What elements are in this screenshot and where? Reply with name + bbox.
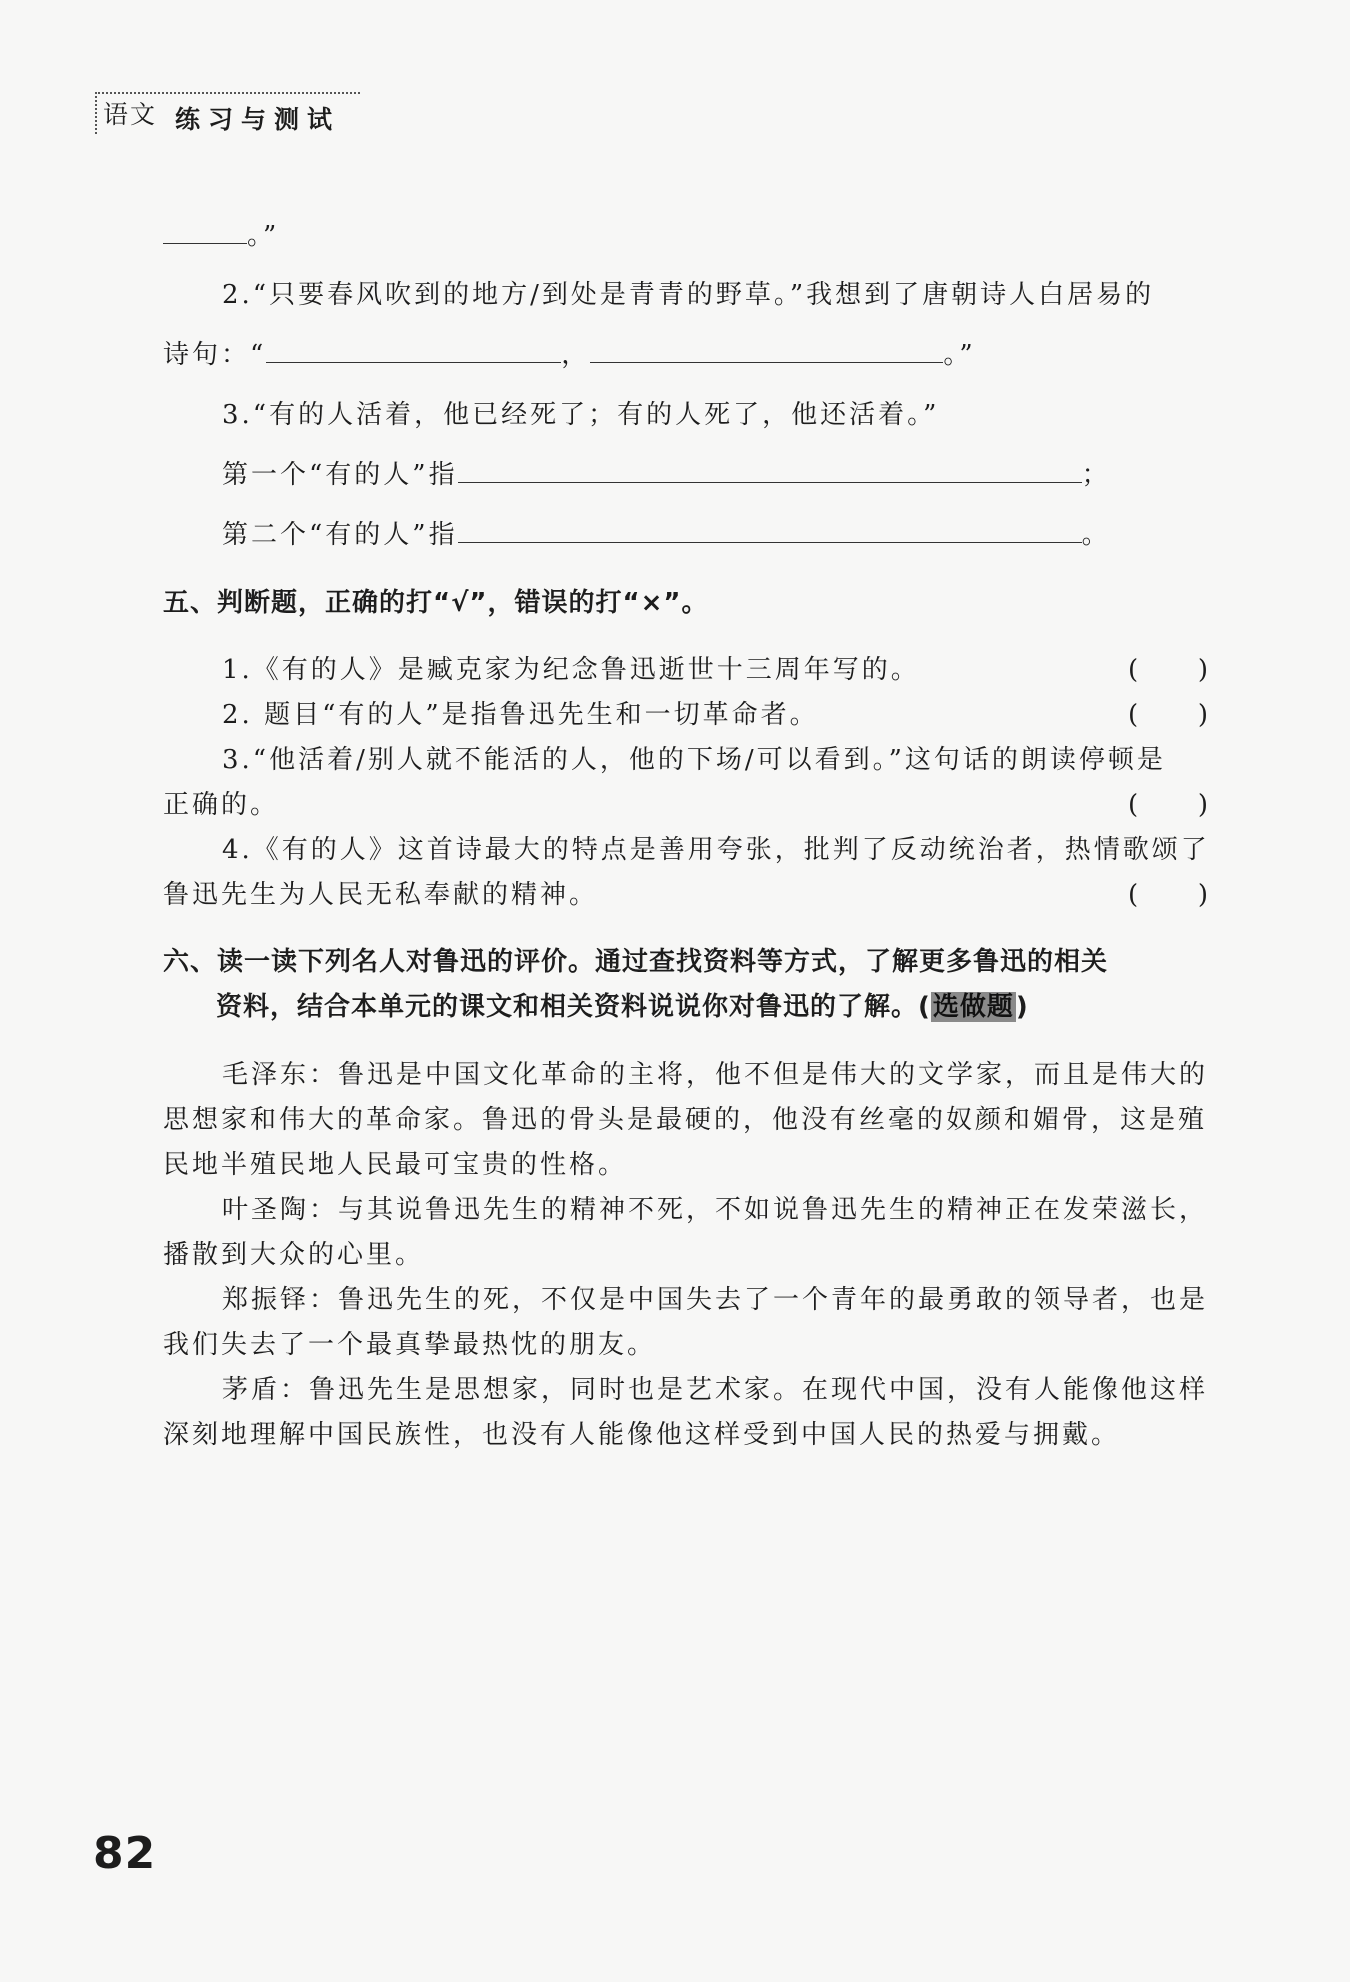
q3-second-end: 。 (1081, 520, 1111, 550)
answer-blank (163, 219, 247, 244)
judge-item-2: 2. 题目“有的人”是指鲁迅先生和一切革命者。 (222, 700, 819, 730)
q3-second-label: 第二个“有的人”指 (222, 520, 458, 550)
q2-blank-2 (590, 338, 943, 363)
q3-first-end: ； (1081, 460, 1111, 490)
header-dotted-border (95, 92, 360, 94)
header-subject: 语文 (95, 96, 157, 134)
answer-parens-3: ( ) (1128, 790, 1208, 820)
q2-prefix: 诗句：“ (163, 340, 267, 370)
answer-parens-2: ( ) (1128, 700, 1208, 730)
page-number: 82 (93, 1828, 157, 1879)
quote-zheng-line-1: 郑振铎：鲁迅先生的死，不仅是中国失去了一个青年的最勇敢的领导者，也是 (222, 1285, 1209, 1315)
quote-mao-line-2: 思想家和伟大的革命家。鲁迅的骨头是最硬的，他没有丝毫的奴颜和媚骨，这是殖 (163, 1105, 1208, 1135)
quote-ye-line-1: 叶圣陶：与其说鲁迅先生的精神不死，不如说鲁迅先生的精神正在发荣滋长， (222, 1195, 1209, 1225)
question-3-first (222, 457, 1111, 493)
question-3: 3.“有的人活着，他已经死了；有的人死了，他还活着。” (222, 400, 940, 430)
judge-item-3-line-1: 3.“他活着/别人就不能活的人，他的下场/可以看到。”这句话的朗读停顿是 (222, 745, 1166, 775)
answer-parens-1: ( ) (1128, 655, 1208, 685)
quote-mao-line-3: 民地半殖民地人民最可宝贵的性格。 (163, 1150, 628, 1180)
question-2-line-1: 2.“只要春风吹到的地方/到处是青青的野草。”我想到了唐朝诗人白居易的 (222, 280, 1155, 310)
q3-second-blank (458, 518, 1082, 543)
page-header (95, 92, 360, 138)
quote-mao-dun-line-2: 深刻地理解中国民族性，也没有人能像他这样受到中国人民的热爱与拥戴。 (163, 1420, 1121, 1450)
judge-item-1: 1.《有的人》是臧克家为纪念鲁迅逝世十三周年写的。 (222, 655, 920, 685)
optional-badge: 选做题 (932, 992, 1014, 1022)
header-title: 练习与测试 (175, 105, 341, 134)
answer-line-continued (163, 218, 279, 254)
answer-parens-4: ( ) (1128, 880, 1208, 910)
quote-mao-line-1: 毛泽东：鲁迅是中国文化革命的主将，他不但是伟大的文学家，而且是伟大的 (222, 1060, 1209, 1090)
question-2-line-2 (163, 337, 976, 373)
q3-first-label: 第一个“有的人”指 (222, 460, 458, 490)
judge-item-3-line-2: 正确的。 (163, 790, 280, 820)
section-6-heading-line-2: 资料，结合本单元的课文和相关资料说说你对鲁迅的了解。(选做题) (216, 992, 1029, 1022)
section-5-heading: 五、判断题，正确的打“√”，错误的打“×”。 (163, 588, 709, 618)
judge-item-4-line-2: 鲁迅先生为人民无私奉献的精神。 (163, 880, 599, 910)
quote-ye-line-2: 播散到大众的心里。 (163, 1240, 425, 1270)
question-3-second (222, 517, 1111, 553)
q2-blank-1 (266, 338, 561, 363)
q2-end: 。” (943, 340, 976, 370)
judge-item-4-line-1: 4.《有的人》这首诗最大的特点是善用夸张，批判了反动统治者，热情歌颂了 (222, 835, 1210, 865)
q3-first-blank (458, 458, 1082, 483)
section-6-heading-line-1: 六、读一读下列名人对鲁迅的评价。通过查找资料等方式，了解更多鲁迅的相关 (163, 947, 1109, 977)
closing-quote: 。” (247, 221, 280, 251)
quote-zheng-line-2: 我们失去了一个最真挚最热忱的朋友。 (163, 1330, 657, 1360)
q2-comma: ， (561, 340, 591, 370)
quote-mao-dun-line-1: 茅盾：鲁迅先生是思想家，同时也是艺术家。在现代中国，没有人能像他这样 (222, 1375, 1209, 1405)
